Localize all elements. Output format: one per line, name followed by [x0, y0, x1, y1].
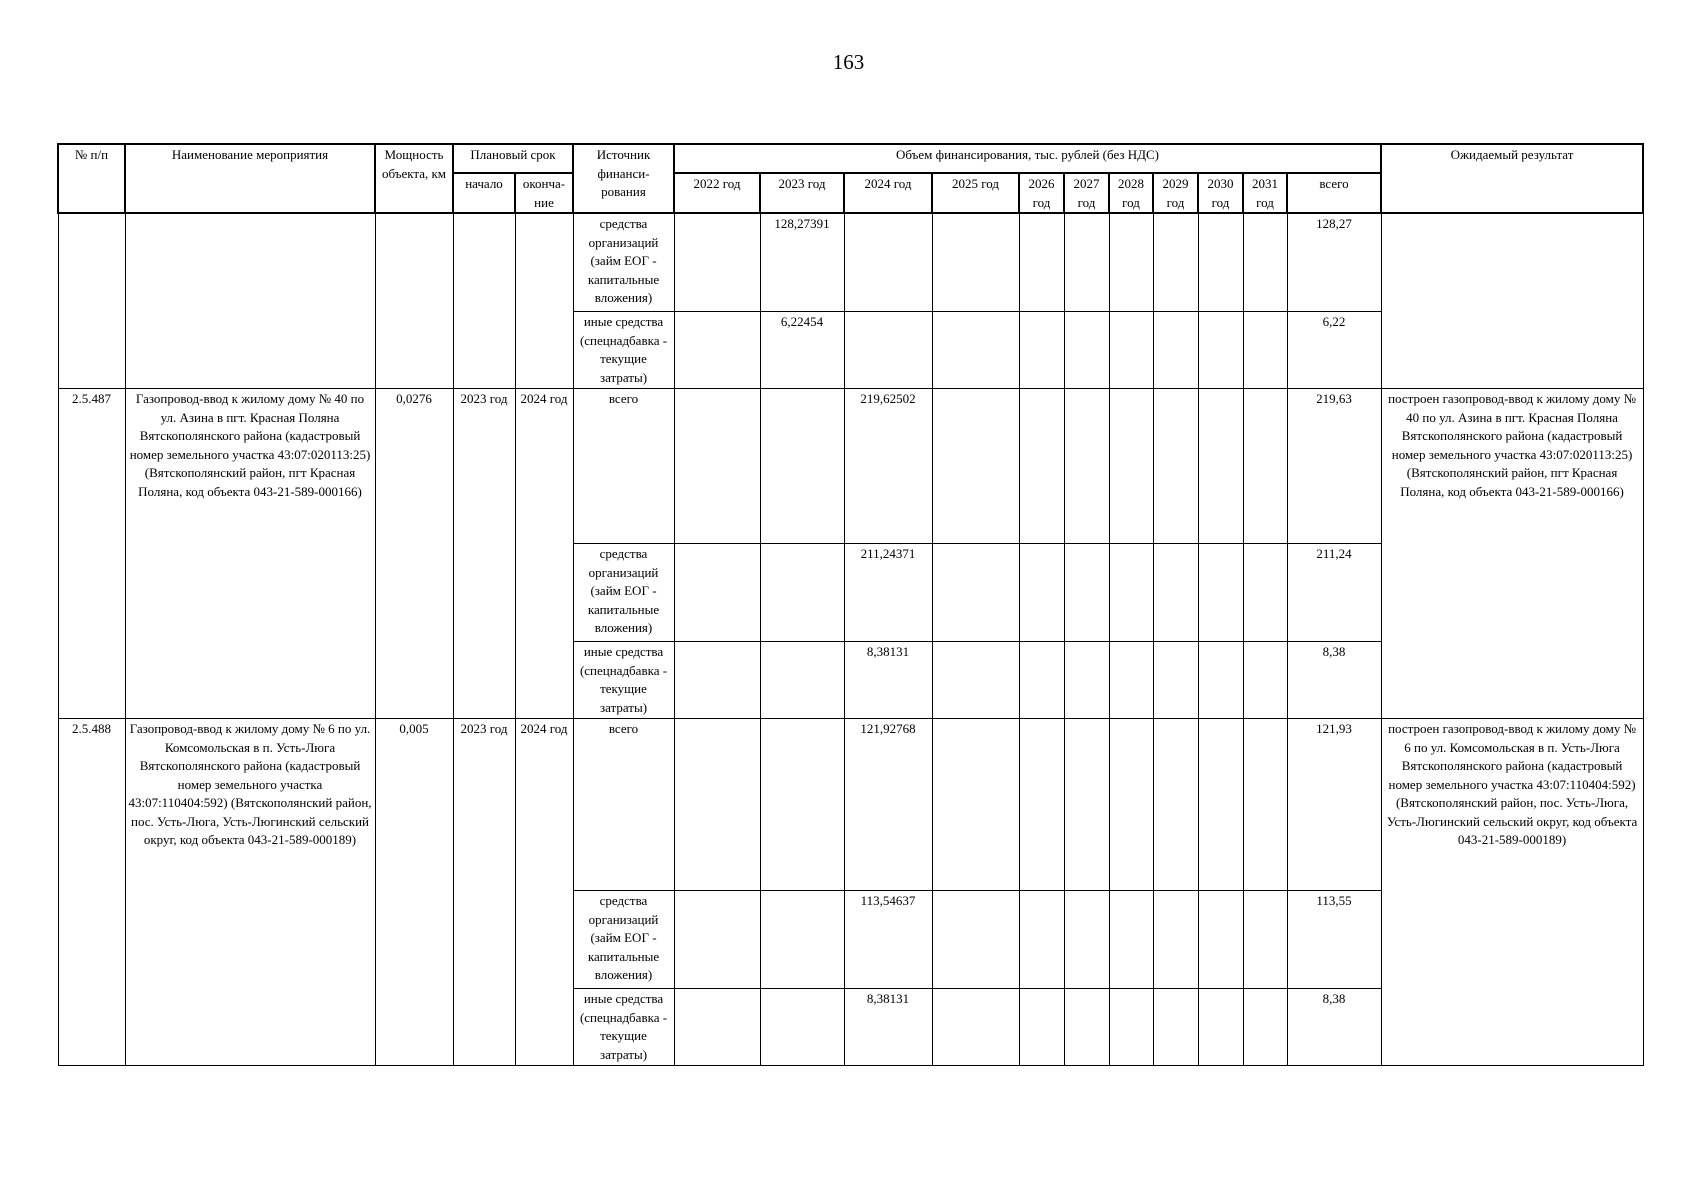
value-2024 [844, 213, 932, 312]
source-cell: средства организаций (займ ЕОГ - капитальные вложения) [573, 891, 674, 989]
value-2027 [1064, 719, 1109, 891]
value-2031 [1243, 544, 1287, 642]
item-start: 2023 год [453, 389, 515, 719]
item-result: построен газопровод-ввод к жилому дому № 40 по ул. Азина в пгт. Красная Поляна Вятскополянского района (кадастровый номер земельного участка 43:07:020113:25) (Вятскополянский район, пгт Красная Поляна, код объекта 043-21-589-000166) [1381, 389, 1643, 719]
header-row-1 [58, 144, 1643, 173]
source-cell: средства организаций (займ ЕОГ - капитальные вложения) [573, 544, 674, 642]
cont-end-cell [515, 213, 573, 389]
value-2025 [932, 544, 1019, 642]
value-2025 [932, 213, 1019, 312]
header-year-2025: 2025 год [932, 173, 1019, 213]
value-2031 [1243, 989, 1287, 1066]
header-power: Мощность объекта, км [375, 144, 453, 213]
value-2023 [760, 389, 844, 544]
value-2024: 113,54637 [844, 891, 932, 989]
value-2026 [1019, 544, 1064, 642]
value-2028 [1109, 213, 1153, 312]
item-name: Газопровод-ввод к жилому дому № 40 по ул. Азина в пгт. Красная Поляна Вятскополянского района (кадастровый номер земельного участка 43:07:020113:25) (Вятскополянский район, пгт Красная Поляна, код объекта 043-21-589-000166) [125, 389, 375, 719]
value-2030 [1198, 312, 1243, 389]
value-2023: 128,27391 [760, 213, 844, 312]
value-2029 [1153, 891, 1198, 989]
item-end: 2024 год [515, 719, 573, 1066]
value-2028 [1109, 312, 1153, 389]
value-total: 6,22 [1287, 312, 1381, 389]
value-2028 [1109, 642, 1153, 719]
value-2023 [760, 642, 844, 719]
value-2025 [932, 891, 1019, 989]
value-2027 [1064, 642, 1109, 719]
item-power: 0,005 [375, 719, 453, 1066]
cont-name-cell [125, 213, 375, 389]
value-2030 [1198, 213, 1243, 312]
value-2027 [1064, 891, 1109, 989]
value-2025 [932, 719, 1019, 891]
value-2027 [1064, 544, 1109, 642]
value-2024: 211,24371 [844, 544, 932, 642]
value-2030 [1198, 719, 1243, 891]
header-year-2024: 2024 год [844, 173, 932, 213]
item-result: построен газопровод-ввод к жилому дому № 6 по ул. Комсомольская в п. Усть-Люга Вятскополянского района (кадастровый номер земельного участка 43:07:110404:592) (Вятскополянский район, пос. Усть-Люга, Усть-Люгинский сельский округ, код объекта 043-21-589-000189) [1381, 719, 1643, 1066]
header-source: Источник финанси-рования [573, 144, 674, 213]
header-volume: Объем финансирования, тыс. рублей (без НДС) [674, 144, 1381, 173]
value-2031 [1243, 312, 1287, 389]
value-2027 [1064, 989, 1109, 1066]
header-year-2031: 2031 год [1243, 173, 1287, 213]
value-2031 [1243, 642, 1287, 719]
value-2028 [1109, 544, 1153, 642]
value-total: 8,38 [1287, 989, 1381, 1066]
value-2022 [674, 389, 760, 544]
value-2027 [1064, 389, 1109, 544]
cont-result-cell [1381, 213, 1643, 389]
value-2025 [932, 642, 1019, 719]
value-total: 211,24 [1287, 544, 1381, 642]
header-period: Плановый срок [453, 144, 573, 173]
value-2031 [1243, 719, 1287, 891]
value-2028 [1109, 891, 1153, 989]
value-2026 [1019, 642, 1064, 719]
value-2023 [760, 719, 844, 891]
value-2030 [1198, 544, 1243, 642]
value-total: 219,63 [1287, 389, 1381, 544]
value-2029 [1153, 989, 1198, 1066]
financing-table [57, 143, 1644, 1066]
value-2029 [1153, 389, 1198, 544]
value-2024: 121,92768 [844, 719, 932, 891]
value-2023 [760, 544, 844, 642]
cont-num-cell [58, 213, 125, 389]
header-year-2030: 2030 год [1198, 173, 1243, 213]
item-num: 2.5.487 [58, 389, 125, 719]
header-year-2027: 2027 год [1064, 173, 1109, 213]
header-end: оконча-ние [515, 173, 573, 213]
header-year-2026: 2026 год [1019, 173, 1064, 213]
source-cell: всего [573, 719, 674, 891]
item-power: 0,0276 [375, 389, 453, 719]
value-2026 [1019, 891, 1064, 989]
value-2028 [1109, 389, 1153, 544]
value-2023 [760, 891, 844, 989]
header-year-2022: 2022 год [674, 173, 760, 213]
source-cell: всего [573, 389, 674, 544]
value-2029 [1153, 213, 1198, 312]
value-2024: 8,38131 [844, 989, 932, 1066]
value-total: 128,27 [1287, 213, 1381, 312]
value-2026 [1019, 312, 1064, 389]
source-cell: иные средства (спецнадбавка - текущие затраты) [573, 312, 674, 389]
cont-start-cell [453, 213, 515, 389]
value-2023: 6,22454 [760, 312, 844, 389]
table-row [58, 719, 1643, 891]
value-2031 [1243, 213, 1287, 312]
value-2026 [1019, 719, 1064, 891]
value-2030 [1198, 389, 1243, 544]
value-2027 [1064, 312, 1109, 389]
value-2029 [1153, 312, 1198, 389]
value-2022 [674, 989, 760, 1066]
value-2026 [1019, 389, 1064, 544]
value-2025 [932, 312, 1019, 389]
value-2030 [1198, 989, 1243, 1066]
value-2030 [1198, 891, 1243, 989]
value-2022 [674, 719, 760, 891]
value-2022 [674, 642, 760, 719]
header-year-2023: 2023 год [760, 173, 844, 213]
value-2026 [1019, 989, 1064, 1066]
table-row [58, 389, 1643, 544]
header-result: Ожидаемый результат [1381, 144, 1643, 213]
value-2022 [674, 544, 760, 642]
value-2030 [1198, 642, 1243, 719]
value-2024 [844, 312, 932, 389]
header-name: Наименование мероприятия [125, 144, 375, 213]
header-num: № п/п [58, 144, 125, 213]
header-total: всего [1287, 173, 1381, 213]
value-2031 [1243, 389, 1287, 544]
value-total: 121,93 [1287, 719, 1381, 891]
value-2026 [1019, 213, 1064, 312]
value-2025 [932, 989, 1019, 1066]
value-2027 [1064, 213, 1109, 312]
value-2024: 219,62502 [844, 389, 932, 544]
item-num: 2.5.488 [58, 719, 125, 1066]
header-start: начало [453, 173, 515, 213]
value-total: 8,38 [1287, 642, 1381, 719]
item-start: 2023 год [453, 719, 515, 1066]
value-total: 113,55 [1287, 891, 1381, 989]
value-2023 [760, 989, 844, 1066]
value-2025 [932, 389, 1019, 544]
header-year-2029: 2029 год [1153, 173, 1198, 213]
value-2028 [1109, 719, 1153, 891]
header-year-2028: 2028 год [1109, 173, 1153, 213]
value-2029 [1153, 719, 1198, 891]
value-2031 [1243, 891, 1287, 989]
table-row [58, 213, 1643, 312]
value-2029 [1153, 642, 1198, 719]
value-2024: 8,38131 [844, 642, 932, 719]
value-2022 [674, 891, 760, 989]
value-2022 [674, 213, 760, 312]
cont-power-cell [375, 213, 453, 389]
page-number: 163 [832, 50, 865, 74]
item-end: 2024 год [515, 389, 573, 719]
source-cell: иные средства (спецнадбавка - текущие затраты) [573, 642, 674, 719]
source-cell: средства организаций (займ ЕОГ - капитальные вложения) [573, 213, 674, 312]
source-cell: иные средства (спецнадбавка - текущие затраты) [573, 989, 674, 1066]
item-name: Газопровод-ввод к жилому дому № 6 по ул. Комсомольская в п. Усть-Люга Вятскополянского района (кадастровый номер земельного участка 43:07:110404:592) (Вятскополянский район, пос. Усть-Люга, Усть-Люгинский сельский округ, код объекта 043-21-589-000189) [125, 719, 375, 1066]
value-2022 [674, 312, 760, 389]
value-2028 [1109, 989, 1153, 1066]
value-2029 [1153, 544, 1198, 642]
